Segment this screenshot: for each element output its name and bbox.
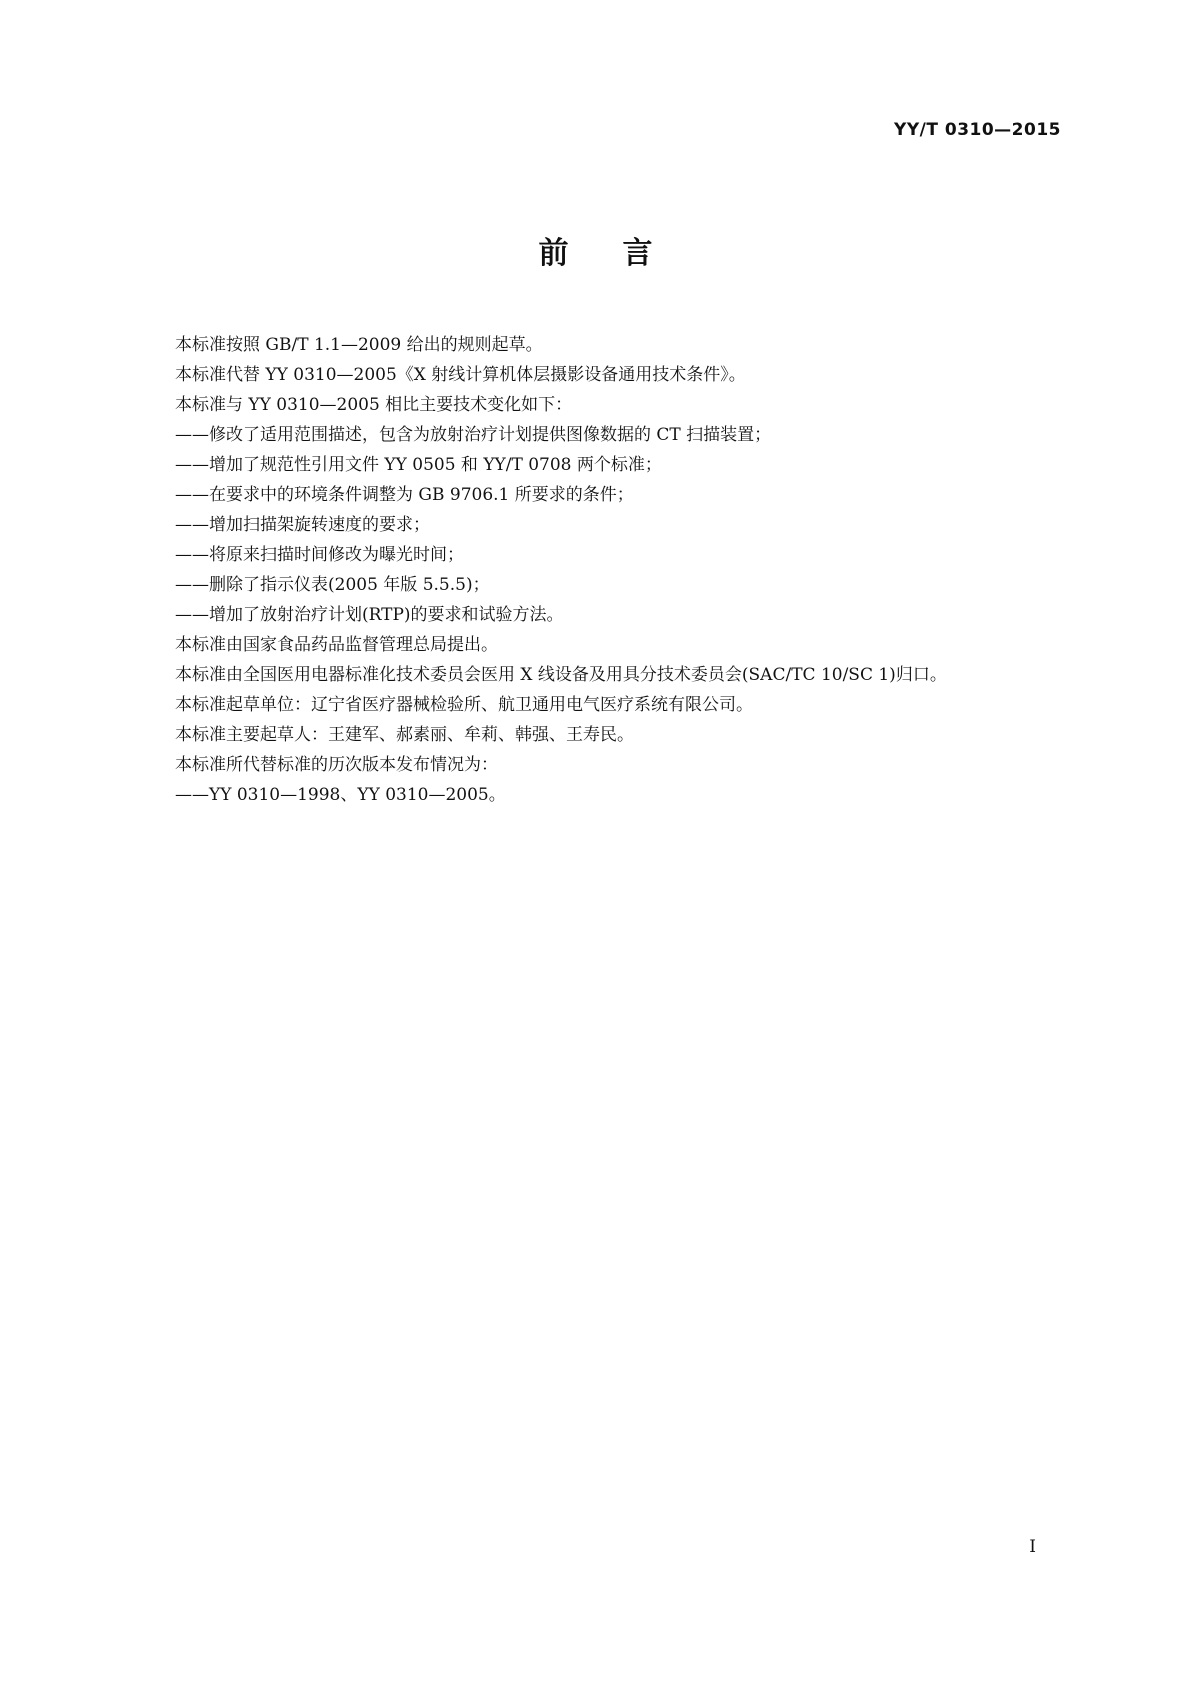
list-item: ——增加了规范性引用文件 YY 0505 和 YY/T 0708 两个标准；: [175, 455, 662, 475]
list-item: ——将原来扫描时间修改为曝光时间；: [175, 545, 464, 565]
list-item: ——在要求中的环境条件调整为 GB 9706.1 所要求的条件；: [175, 485, 634, 505]
paragraph: 本标准由全国医用电器标准化技术委员会医用 X 线设备及用具分技术委员会(SAC/TC 10/SC 1)归口。: [175, 665, 947, 685]
paragraph: 本标准所代替标准的历次版本发布情况为：: [175, 755, 498, 775]
paragraph: 本标准代替 YY 0310—2005《X 射线计算机体层摄影设备通用技术条件》。: [175, 365, 746, 385]
title-char-1: 前: [538, 236, 569, 271]
paragraph: 本标准主要起草人：王建军、郝素丽、牟莉、韩强、王寿民。: [175, 725, 634, 745]
list-item: ——删除了指示仪表(2005 年版 5.5.5)；: [175, 575, 490, 595]
standard-number: YY/T 0310—2015: [894, 120, 1061, 140]
paragraph: 本标准与 YY 0310—2005 相比主要技术变化如下：: [175, 395, 573, 415]
page-title: [0, 228, 1191, 272]
paragraph: 本标准起草单位：辽宁省医疗器械检验所、航卫通用电气医疗系统有限公司。: [175, 695, 753, 715]
foreword-body: [135, 330, 1065, 810]
title-char-2: 言: [622, 236, 653, 271]
paragraph: 本标准按照 GB/T 1.1—2009 给出的规则起草。: [175, 335, 543, 355]
list-item: ——修改了适用范围描述，包含为放射治疗计划提供图像数据的 CT 扫描装置；: [175, 425, 772, 445]
list-item: ——增加扫描架旋转速度的要求；: [175, 515, 430, 535]
list-item: ——YY 0310—1998、YY 0310—2005。: [175, 785, 506, 805]
page-number: I: [1029, 1537, 1036, 1557]
paragraph: 本标准由国家食品药品监督管理总局提出。: [175, 635, 498, 655]
list-item: ——增加了放射治疗计划(RTP)的要求和试验方法。: [175, 605, 564, 625]
